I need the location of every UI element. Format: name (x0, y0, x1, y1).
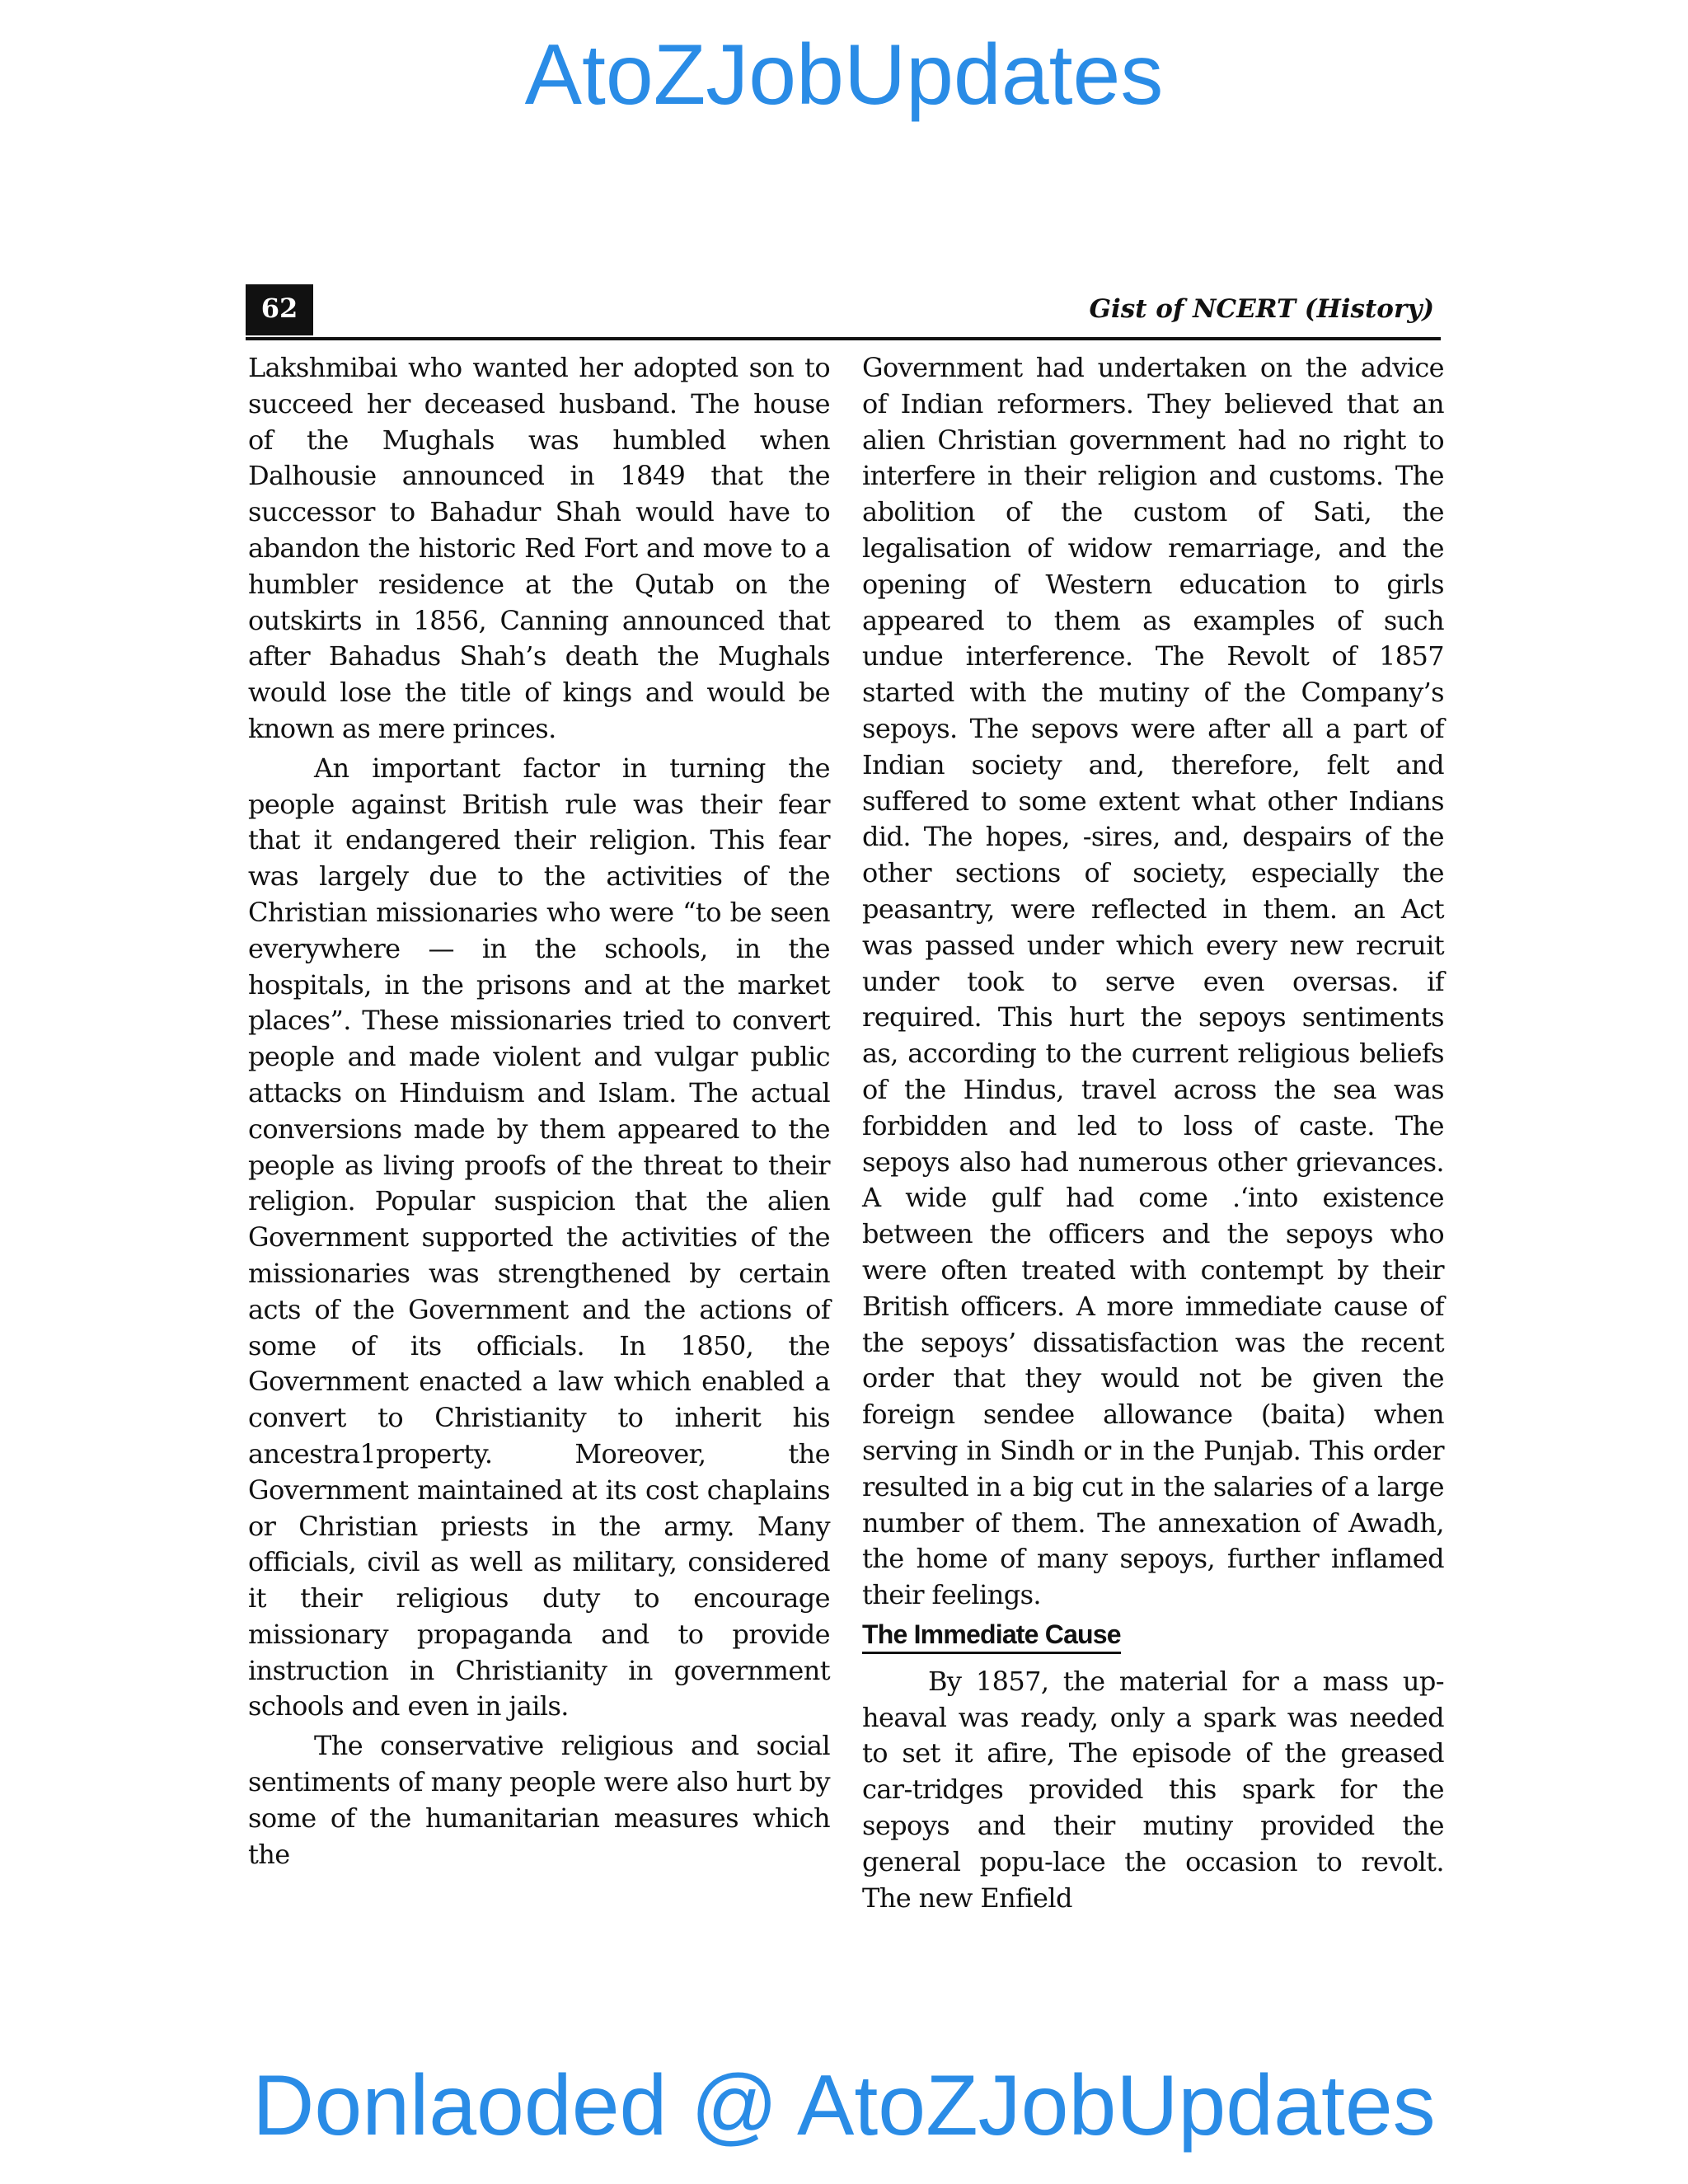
section-heading: The Immediate Cause (862, 1617, 1121, 1654)
left-column (248, 350, 830, 1870)
left-paragraph-1: Lakshmibai who wanted her adopted son to succeed her deceased husband. The house of the Mughals was humbled when Dalhousie announced in 1849 that the successor to Bahadur Shah would have to abandon the historic Red Fort and move to a humbler residence at the Qutab on the outskirts in 1856, Canning announced that after Bahadus Shah’s death the Mughals would lose the title of kings and would be known as mere princes. (248, 352, 830, 744)
right-paragraph-1: Government had undertaken on the advice of Indian reformers. They believed that an alien Christian government had no right to interfere in their religion and customs. The abolition of the custom of Sati, the legalisation of widow remarriage, and the opening of Western education to girls appeared to them as examples of such undue interference. The Revolt of 1857 started with the mutiny of the Company’s sepoys. The sepovs were after all a part of Indian society and, therefore, felt and suffered to some extent what other Indians did. The hopes, -sires, and, despairs of the other sections of society, especially the peasantry, were reflected in them. an Act was passed under which every new recruit under took to serve even oversas. if required. This hurt the sepoys sentiments as, according to the current religious beliefs of the Hindus, travel across the sea was forbidden and led to loss of caste. The sepoys also had numerous other grievances. A wide gulf had come .‘into existence between the officers and the sepoys who were often treated with contempt by their British officers. A more immediate cause of the sepoys’ dissatisfaction was the recent order that they would not be given the foreign sendee allowance (baita) when serving in Sindh or in the Punjab. This order resulted in a big cut in the salaries of a large number of them. The annexation of Awadh, the home of many sepoys, further inflamed their feelings. (862, 352, 1444, 1611)
page-number: 62 (246, 284, 313, 335)
watermark-top: AtoZJobUpdates (524, 27, 1164, 123)
left-paragraph-3: The conservative religious and social sentiments of many people were also hurt by some of the humanitarian measures which the (248, 1730, 830, 1870)
book-title: Gist of NCERT (History) (1089, 294, 1434, 324)
right-paragraph-2: By 1857, the material for a mass up-heaval was ready, only a spark was needed to set it afire, The episode of the greased car-tridges provided this spark for the sepoys and their mutiny provided the general popu-lace the occasion to revolt. The new Enfield (862, 1665, 1444, 1914)
page-header (246, 284, 1441, 340)
left-paragraph-2: An important factor in turning the people against British rule was their fear that it endangered their religion. This fear was largely due to the activities of the Christian missionaries who were “to be seen everywhere — in the schools, in the hospitals, in the prisons and at the market places”. These missionaries tried to convert people and made violent and vulgar public attacks on Hinduism and Islam. The actual conversions made by them appeared to the people as living proofs of the threat to their religion. Popular suspicion that the alien Government supported the activities of the missionaries was strengthened by certain acts of the Government and the actions of some of its officials. In 1850, the Government enacted a law which enabled a convert to Christianity to inherit his ancestra1property. Moreover, the Government maintained at its cost chaplains or Christian priests in the army. Many officials, civil as well as military, considered it their religious duty to encourage missionary propaganda and to provide instruction in Christianity in government schools and even in jails. (248, 752, 830, 1722)
right-column (862, 350, 1444, 1914)
watermark-bottom: Donlaoded @ AtoZJobUpdates (252, 2058, 1436, 2154)
